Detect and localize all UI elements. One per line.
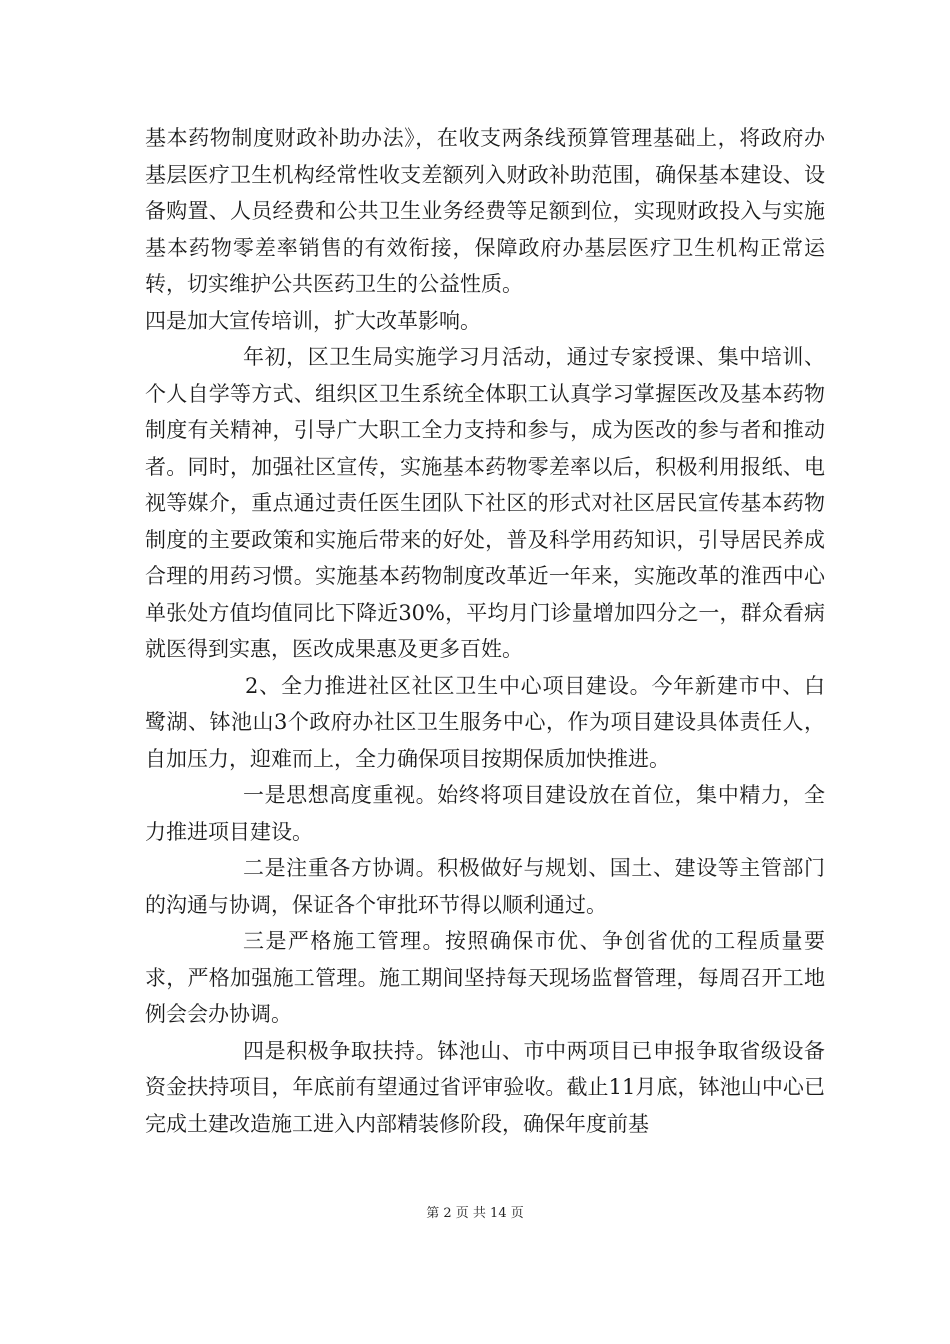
document-body [145, 120, 825, 1142]
paragraph-1: 基本药物制度财政补助办法》，在收支两条线预算管理基础上，将政府办基层医疗卫生机构经常性收支差额列入财政补助范围，确保基本建设、设备购置、人员经费和公共卫生业务经费等足额到位，实现财政投入与实施基本药物零差率销售的有效衔接，保障政府办基层医疗卫生机构正常运转，切实维护公共医药卫生的公益性质。 [145, 126, 825, 296]
paragraph-8: 四是积极争取扶持。钵池山、市中两项目已申报争取省级设备资金扶持项目，年底前有望通过省评审验收。截止11月底，钵池山中心已完成土建改造施工进入内部精装修阶段，确保年度前基 [145, 1038, 825, 1136]
page-number-label: 第 2 页 共 14 页 [426, 1206, 524, 1221]
page-footer [0, 1202, 950, 1221]
paragraph-4: 2、全力推进社区社区卫生中心项目建设。今年新建市中、白鹭湖、钵池山3个政府办社区卫生服务中心，作为项目建设具体责任人，自加压力，迎难而上，全力确保项目按期保质加快推进。 [145, 673, 825, 771]
paragraph-2: 四是加大宣传培训，扩大改革影响。 [145, 308, 481, 333]
paragraph-7: 三是严格施工管理。按照确保市优、争创省优的工程质量要求，严格加强施工管理。施工期间坚持每天现场监督管理，每周召开工地例会会办协调。 [145, 929, 825, 1026]
paragraph-6: 二是注重各方协调。积极做好与规划、国土、建设等主管部门的沟通与协调，保证各个审批环节得以顺利通过。 [145, 856, 825, 917]
paragraph-3: 年初，区卫生局实施学习月活动，通过专家授课、集中培训、个人自学等方式、组织区卫生系统全体职工认真学习掌握医改及基本药物制度有关精神，引导广大职工全力支持和参与，成为医改的参与者和推动者。同时，加强社区宣传，实施基本药物零差率以后，积极利用报纸、电视等媒介，重点通过责任医生团队下社区的形式对社区居民宣传基本药物制度的主要政策和实施后带来的好处，普及科学用药知识，引导居民养成合理的用药习惯。实施基本药物制度改革近一年来，实施改革的淮西中心单张处方值均值同比下降近30%，平均月门诊量增加四分之一，群众看病就医得到实惠，医改成果惠及更多百姓。 [145, 345, 825, 661]
paragraph-5: 一是思想高度重视。始终将项目建设放在首位，集中精力，全力推进项目建设。 [145, 783, 825, 844]
